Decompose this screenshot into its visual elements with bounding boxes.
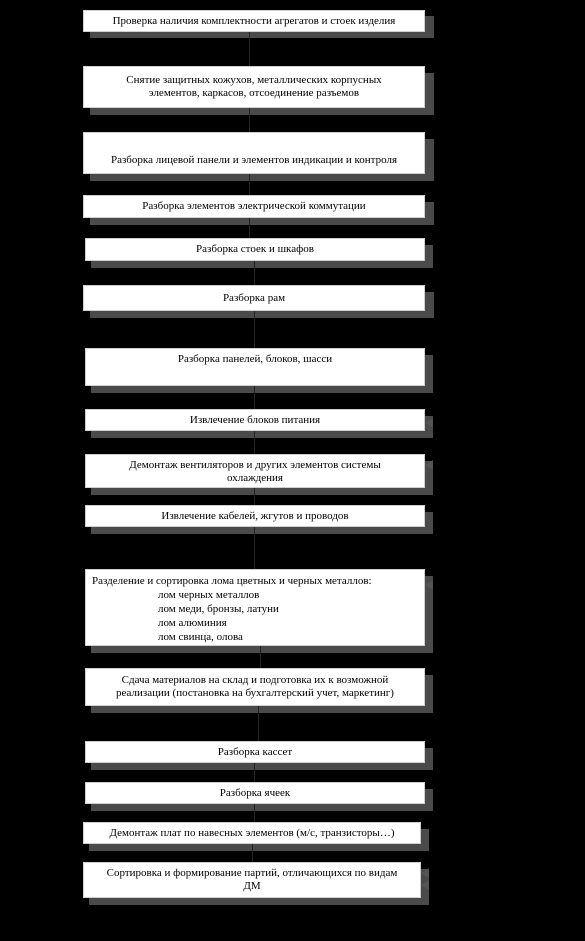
step-box [85,668,425,706]
feedback-arrow [421,868,429,878]
list-item: лом алюминия [158,617,227,629]
connector-line [252,844,253,862]
step-label: Разборка ячеек [219,786,291,799]
list-item: лом меди, бронзы, латуни [158,603,279,615]
step-box [85,782,425,804]
step-box [85,409,425,431]
connector-line [249,32,250,66]
list-item: лом черных металлов [158,589,260,601]
step-box [83,66,425,108]
connector-line [258,706,259,741]
step-box [85,741,425,763]
connector-line [249,218,250,238]
feedback-arrow [425,418,433,428]
connector-line [254,386,255,409]
connector-line [254,488,255,505]
feedback-arrow [421,880,429,890]
step-label: Разборка стоек и шкафов [196,243,314,255]
step-box [85,505,425,527]
step-label: Проверка наличия комплектности агрегатов и стоек изделия [112,14,396,27]
step-box [83,285,425,311]
connector-line [254,763,255,782]
step-label: Демонтаж вентиляторов и других элементов системы охлаждения [129,459,381,484]
step-label: Разборка панелей, блоков, шасси [177,353,333,365]
step-box [85,569,425,646]
step-label: Разборка рам [222,291,286,304]
step-label: Разборка лицевой панели и элементов индикации и контроля [110,154,398,166]
connector-line [254,261,255,285]
step-box [85,238,425,261]
connector-line [254,527,255,569]
connector-line [249,108,250,132]
step-label: Извлечение кабелей, жгутов и проводов [161,509,349,522]
metal-scrap-list [158,588,279,644]
step-box [85,454,425,488]
step-label: Демонтаж плат по навесных элементов (м/с, транзисторы…) [109,826,395,839]
step-label: Сортировка и формирование партий, отличающихся по видам ДМ [106,867,398,892]
step-label: Снятие защитных кожухов, металлических корпусных элементов, каркасов, отсоединение разъемов [126,74,382,99]
step-label: Сдача материалов на склад и подготовка их к возможной реализации (постановка на бухгалтерский учет, маркетинг) [116,674,394,699]
connector-line [249,174,250,195]
step-label: Извлечение блоков питания [189,413,321,426]
connector-line [254,804,255,822]
step-box [83,10,425,32]
step-box [83,195,425,218]
connector-line [254,431,255,454]
step-box [83,862,421,898]
step-box [85,348,425,386]
step-label: Разборка кассет [217,745,293,758]
step-box [83,132,425,174]
step-label: Разборка элементов электрической коммутации [142,200,366,212]
feedback-arrow [425,580,433,590]
step-label: Разделение и сортировка лома цветных и черных металлов: [92,575,372,587]
step-box [83,822,421,844]
list-item: лом свинца, олова [158,631,243,643]
feedback-arrow [425,460,433,470]
connector-line [260,646,261,668]
connector-line [254,311,255,348]
